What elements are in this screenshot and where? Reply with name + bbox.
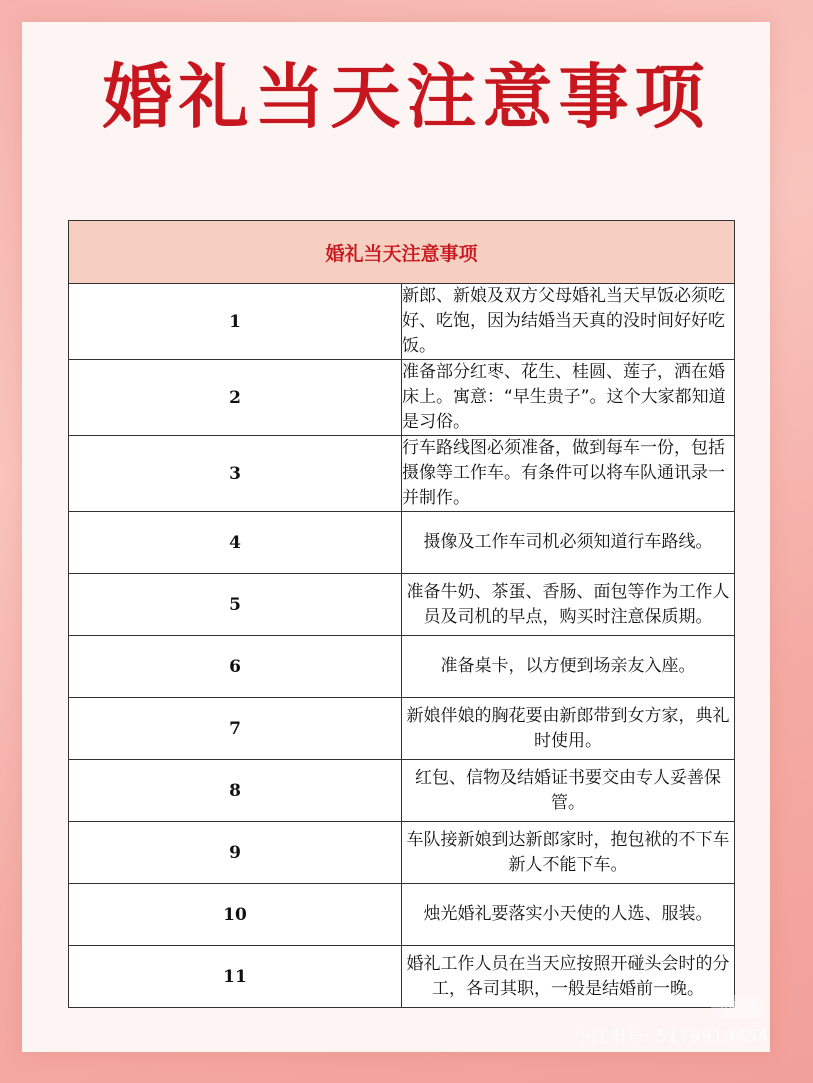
table-header-row [69, 221, 735, 284]
table-row [69, 512, 735, 574]
table-row [69, 636, 735, 698]
row-number: 6 [69, 636, 402, 698]
row-number: 4 [69, 512, 402, 574]
table-row [69, 574, 735, 636]
table-row [69, 698, 735, 760]
row-text: 行车路线图必须准备，做到每车一份，包括摄像等工作车。有条件可以将车队通讯录一并制作。 [402, 436, 735, 512]
table-row [69, 884, 735, 946]
row-number: 3 [69, 436, 402, 512]
notes-table [68, 220, 735, 1008]
row-text: 婚礼工作人员在当天应按照开碰头会时的分工，各司其职，一般是结婚前一晚。 [402, 946, 735, 1008]
page-title: 婚礼当天注意事项 [102, 56, 711, 138]
row-text: 新郎、新娘及双方父母婚礼当天早饭必须吃好、吃饱，因为结婚当天真的没时间好好吃饭。 [402, 284, 735, 360]
row-text: 准备桌卡，以方便到场亲友入座。 [402, 636, 735, 698]
row-text: 准备部分红枣、花生、桂圆、莲子，洒在婚床上。寓意：“早生贵子”。这个大家都知道是习俗。 [402, 360, 735, 436]
row-number: 7 [69, 698, 402, 760]
table-row [69, 360, 735, 436]
row-text: 摄像及工作车司机必须知道行车路线。 [402, 512, 735, 574]
row-number: 10 [69, 884, 402, 946]
row-number: 9 [69, 822, 402, 884]
row-text: 新娘伴娘的胸花要由新郎带到女方家，典礼时使用。 [402, 698, 735, 760]
row-text: 烛光婚礼要落实小天使的人选、服装。 [402, 884, 735, 946]
table-row [69, 284, 735, 360]
watermark-logo: 小红书 [711, 995, 765, 1019]
table-row [69, 760, 735, 822]
row-number: 1 [69, 284, 402, 360]
watermark-text: 小红书号: 5179919454 [573, 1027, 769, 1047]
table-row [69, 822, 735, 884]
row-number: 5 [69, 574, 402, 636]
row-number: 8 [69, 760, 402, 822]
row-text: 准备牛奶、茶蛋、香肠、面包等作为工作人员及司机的早点，购买时注意保质期。 [402, 574, 735, 636]
table-row [69, 946, 735, 1008]
row-text: 车队接新娘到达新郎家时，抱包袱的不下车新人不能下车。 [402, 822, 735, 884]
table-row [69, 436, 735, 512]
row-number: 2 [69, 360, 402, 436]
table-header: 婚礼当天注意事项 [69, 221, 735, 284]
row-number: 11 [69, 946, 402, 1008]
row-text: 红包、信物及结婚证书要交由专人妥善保管。 [402, 760, 735, 822]
